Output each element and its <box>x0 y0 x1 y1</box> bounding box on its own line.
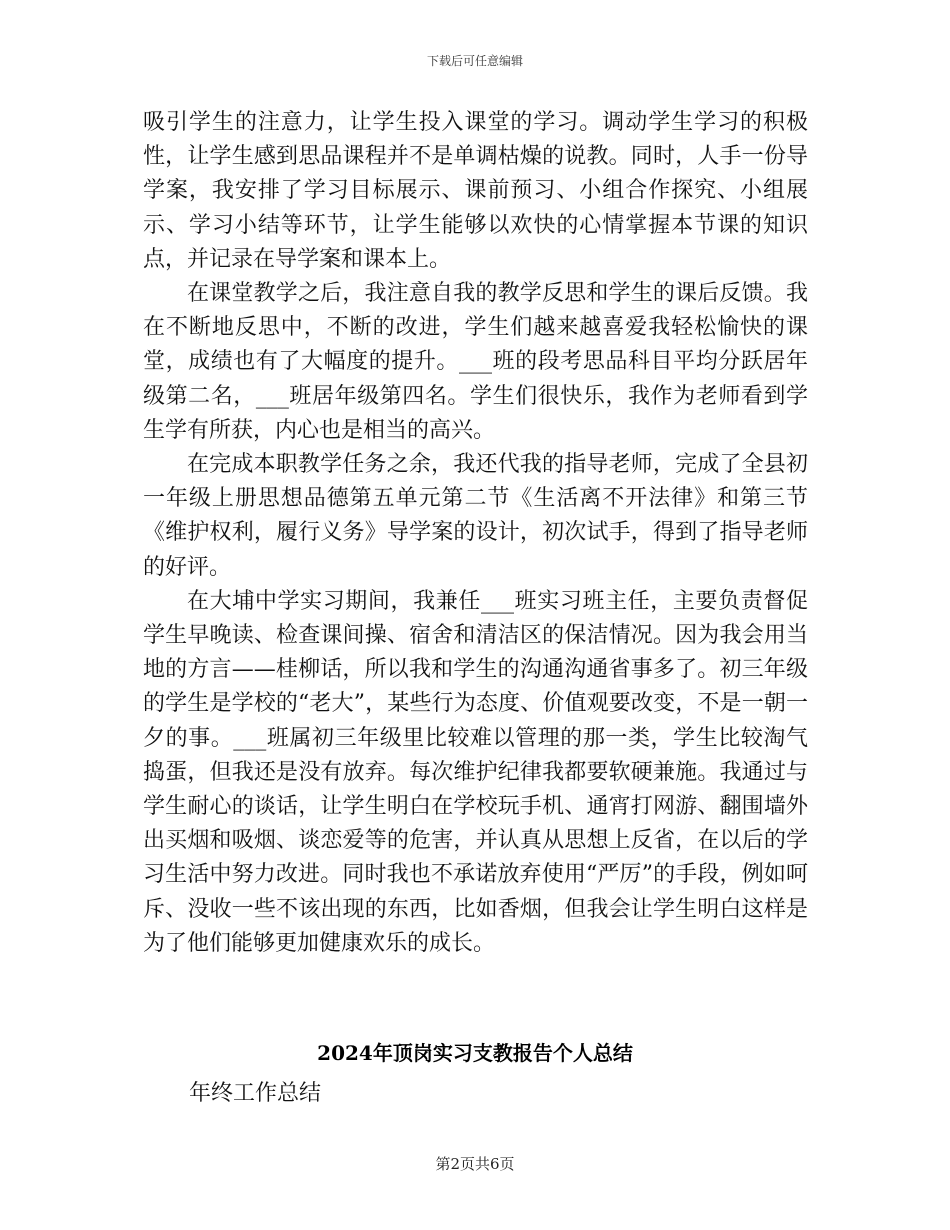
body-text <box>143 106 808 961</box>
paragraph: 在完成本职教学任务之余，我还代我的指导老师，完成了全县初一年级上册思想品德第五单元第二节《生活离不开法律》和第三节《维护权利，履行义务》导学案的设计，初次试手，得到了指导老师的好评。 <box>143 452 808 580</box>
paragraph-continuation: 吸引学生的注意力，让学生投入课堂的学习。调动学生学习的积极性，让学生感到思品课程并不是单调枯燥的说教。同时，人手一份导学案，我安排了学习目标展示、课前预习、小组合作探究、小组展示、学习小结等环节，让学生能够以欢快的心情掌握本节课的知识点，并记录在导学案和课本上。 <box>143 110 808 272</box>
paragraph: 在大埔中学实习期间，我兼任___班实习班主任，主要负责督促学生早晚读、检查课间操、宿舍和清洁区的保洁情况。因为我会用当地的方言——桂柳话，所以我和学生的沟通沟通省事多了。初三年级的学生是学校的“老大”，某些行为态度、价值观要改变，不是一朝一夕的事。___班属初三年级里比较难以管理的那一类，学生比较淘气捣蛋，但我还是没有放弃。每次维护纪律我都要软硬兼施。我通过与学生耐心的谈话，让学生明白在学校玩手机、通宵打网游、翻围墙外出买烟和吸烟、谈恋爱等的危害，并认真从思想上反省，在以后的学习生活中努力改进。同时我也不承诺放弃使用“严厉”的手段，例如呵斥、没收一些不该出现的东西，比如香烟，但我会让学生明白这样是为了他们能够更加健康欢乐的成长。 <box>143 588 808 956</box>
paragraph: 在课堂教学之后，我注意自我的教学反思和学生的课后反馈。我在不断地反思中，不断的改进，学生们越来越喜爱我轻松愉快的课堂，成绩也有了大幅度的提升。___班的段考思品科目平均分跃居年级第二名，___班居年级第四名。学生们很快乐，我作为老师看到学生学有所获，内心也是相当的高兴。 <box>143 281 808 443</box>
section-title: 2024年顶岗实习支教报告个人总结 <box>317 1041 633 1065</box>
page-footer: 第2页共6页 <box>435 1155 515 1173</box>
page-header: 下载后可任意编辑 <box>426 54 523 68</box>
subheading: 年终工作总结 <box>189 1081 322 1106</box>
